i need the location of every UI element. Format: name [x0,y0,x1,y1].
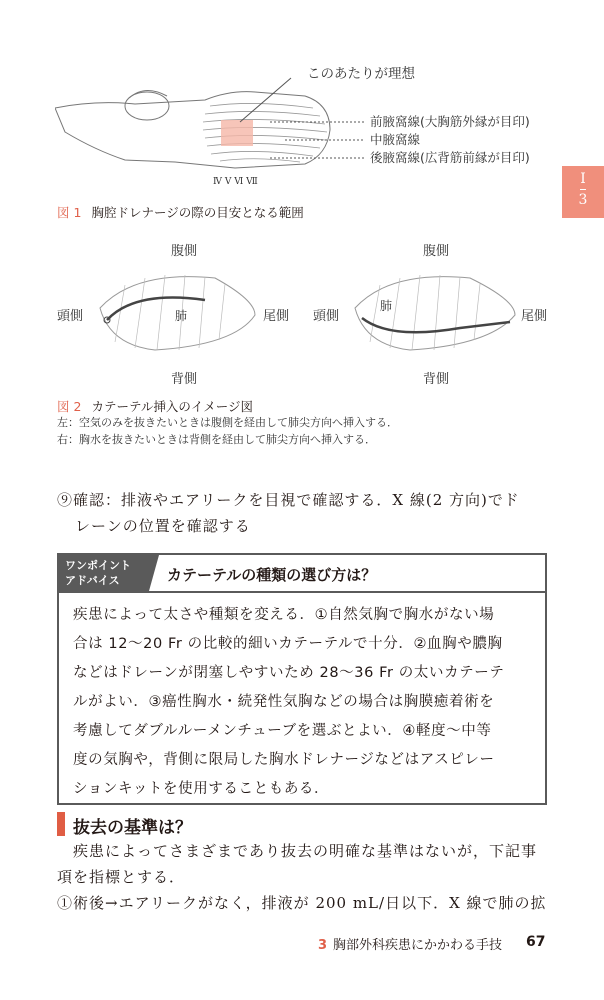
advice-body [73,601,535,804]
left-catheter [107,298,205,321]
figure-2-number: 図 2 [57,399,82,414]
footer-chapter-number: 3 [318,938,328,953]
running-footer [318,934,502,953]
right-caudal-label: 尾側 [521,309,548,324]
one-point-advice-box [57,553,547,805]
ideal-area-callout: このあたりが理想 [307,66,415,82]
section-line-3: ①術後→エアリークがなく，排液が 200 mL/日以下．X 線で肺の拡 [57,894,547,912]
advice-badge [59,555,149,591]
advice-line: 考慮してダブルルーメンチューブを選ぶとよい．④軽度〜中等 [73,723,492,739]
patient-side-view-drawing [55,60,555,200]
advice-line: ルがよい．③癌性胸水・続発性気胸などの場合は胸膜癒着術を [73,694,495,710]
section-heading-marker [57,812,65,836]
figure-1-number: 図 1 [57,205,82,220]
advice-line: 疾患によって太さや種類を変える．①自然気胸で胸水がない場 [73,607,495,623]
advice-line: 度の気胸や，背側に限局した胸水ドレナージなどはアスピレー [73,752,495,768]
mid-axillary-line-label: 中腋窩線 [370,132,421,147]
page-number: 67 [526,934,546,950]
right-cranial-label: 頭側 [313,309,340,324]
advice-title: カテーテルの種類の選び方は？ [167,566,377,584]
advice-badge-notch [149,555,159,591]
ideal-area-highlight [221,120,253,146]
advice-header [59,555,545,593]
figure-1-caption-text: 胸腔ドレナージの際の目安となる範囲 [91,205,304,220]
figure-2-note-left: 左：空気のみを抜きたいときは腹側を経由して肺尖方向へ挿入する． [57,416,398,429]
chapter-side-tab [562,166,604,218]
step-9-confirmation [57,487,520,539]
section-heading: 抜去の基準は？ [73,818,192,838]
advice-badge-line-2: アドバイス [65,574,120,587]
advice-line: ションキットを使用することもある． [73,781,330,797]
left-chest-cross-section [95,260,260,360]
right-lung-label: 肺 [380,299,393,313]
section-line-1: 疾患によってさまざまであり抜去の明確な基準はないが，下記事 [73,842,538,860]
step-9-line-2: レーンの位置を確認する [75,517,251,535]
footer-chapter-title: 胸部外科疾患にかかわる手技 [333,938,503,953]
posterior-axillary-line-label: 後腋窩線(広背筋前縁が目印) [370,150,530,165]
anterior-axillary-line-label: 前腋窩線(大胸筋外縁が目印) [370,114,530,129]
figure-1-illustration [55,60,555,200]
section-line-2: 項を指標とする． [57,868,186,886]
advice-badge-line-1: ワンポイント [65,559,131,572]
left-caudal-label: 尾側 [263,309,290,324]
step-9-line-1: ⑨確認：排液やエアリークを目視で確認する．X 線(2 方向)でド [57,491,520,509]
advice-line: 合は 12〜20 Fr の比較的細いカテーテルで十分．②血胸や膿胸 [73,636,503,652]
right-ventral-label: 腹側 [423,244,450,259]
advice-line: などはドレーンが閉塞しやすいため 28〜36 Fr の太いカテーテ [73,665,505,681]
chapter-tab-divider [580,189,586,190]
figure-2-illustration [57,240,557,390]
figure-2-notes [57,414,398,448]
figure-2-caption [57,397,253,415]
right-dorsal-label: 背側 [423,372,450,387]
left-ventral-label: 腹側 [171,244,198,259]
figure-1-caption [57,203,304,221]
left-dorsal-label: 背側 [171,372,198,387]
chapter-tab-number: 3 [578,192,588,208]
section-body [57,838,547,916]
chapter-tab-part: Ⅰ [580,171,586,187]
left-cranial-label: 頭側 [57,309,84,324]
figure-2-caption-text: カテーテル挿入のイメージ図 [91,399,253,414]
figure-2-note-right: 右：胸水を抜きたいときは背側を経由して肺尖方向へ挿入する． [57,433,376,446]
rib-numbers-label: Ⅳ Ⅴ Ⅵ Ⅶ [213,177,258,187]
left-lung-label: 肺 [175,309,188,323]
right-chest-cross-section [350,260,520,360]
